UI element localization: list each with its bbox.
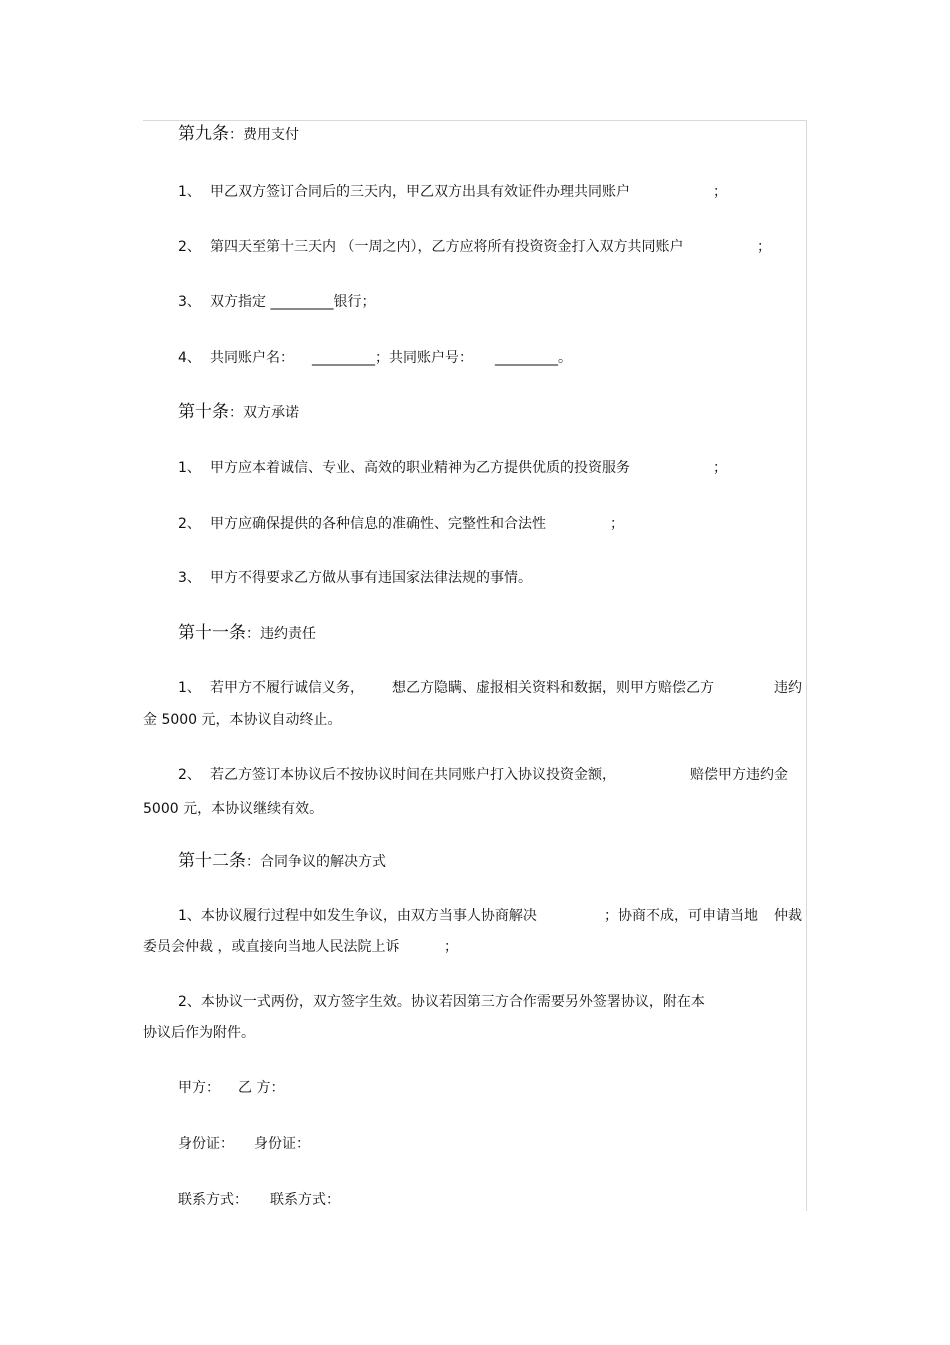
article-12-item-1: 1、本协议履行过程中如发生争议，由双方当事人协商解决: [178, 908, 537, 924]
account-number-blank: _________: [495, 350, 558, 366]
article-11-heading: 第十一条：违约责任: [178, 623, 316, 643]
article-9-item-1-end: ；: [713, 184, 727, 200]
article-9-item-1: 1、 甲乙双方签订合同后的三天内，甲乙双方出具有效证件办理共同账户: [178, 184, 630, 200]
contact-a-label: 联系方式：: [178, 1192, 248, 1208]
article-12-item-2: 2、本协议一式两份，双方签字生效。协议若因第三方合作需要另外签署协议，附在本: [178, 994, 705, 1010]
article-10-item-3: 3、 甲方不得要求乙方做从事有违国家法律法规的事情。: [178, 570, 532, 586]
party-a-label: 甲方：: [178, 1080, 220, 1096]
account-name-blank: _________: [312, 350, 375, 366]
article-12-item-1-word: 仲裁: [774, 908, 802, 924]
bank-blank: _________: [270, 294, 334, 310]
article-10-item-2: 2、 甲方应确保提供的各种信息的准确性、完整性和合法性: [178, 516, 546, 532]
article-11-item-1-word: 违约: [774, 680, 802, 696]
article-9-item-4: 4、 共同账户名： _________；共同账户号： _________。: [178, 350, 572, 366]
article-9-heading: 第九条：费用支付: [178, 124, 299, 144]
id-b-label: 身份证：: [254, 1136, 310, 1152]
article-11-item-2-cont: 赔偿甲方违约金: [690, 767, 788, 783]
id-a-label: 身份证：: [178, 1136, 234, 1152]
article-12-item-2-line-2: 协议后作为附件。: [143, 1025, 255, 1041]
article-10-item-1: 1、 甲方应本着诚信、专业、高效的职业精神为乙方提供优质的投资服务: [178, 460, 630, 476]
article-12-item-1-end: ；: [444, 939, 458, 955]
article-10-item-1-end: ；: [713, 460, 727, 476]
article-11-item-1: 1、 若甲方不履行诚信义务，: [178, 680, 364, 696]
article-12-heading: 第十二条：合同争议的解决方式: [178, 851, 386, 871]
article-11-item-1-line-2: 金 5000 元，本协议自动终止。: [143, 712, 342, 728]
party-b-label: 乙 方：: [238, 1080, 285, 1096]
article-11-item-2: 2、 若乙方签订本协议后不按协议时间在共同账户打入协议投资金额，: [178, 767, 616, 783]
page-border: [143, 120, 807, 1211]
article-9-item-2-end: ；: [757, 239, 771, 255]
article-9-item-3: 3、 双方指定 _________银行；: [178, 294, 376, 310]
article-10-item-2-end: ；: [610, 516, 624, 532]
article-11-item-2-line-2: 5000 元，本协议继续有效。: [143, 801, 324, 817]
contact-b-label: 联系方式：: [270, 1192, 340, 1208]
article-12-item-1-line-2: 委员会仲裁 ，或直接向当地人民法院上诉: [143, 939, 400, 955]
article-10-heading: 第十条：双方承诺: [178, 402, 299, 422]
article-11-item-1-cont: 想乙方隐瞒、虚报相关资料和数据，则甲方赔偿乙方: [392, 680, 714, 696]
article-12-item-1-cont: ；协商不成，可申请当地: [604, 908, 758, 924]
article-9-item-2: 2、 第四天至第十三天内 （一周之内），乙方应将所有投资资金打入双方共同账户: [178, 239, 684, 255]
